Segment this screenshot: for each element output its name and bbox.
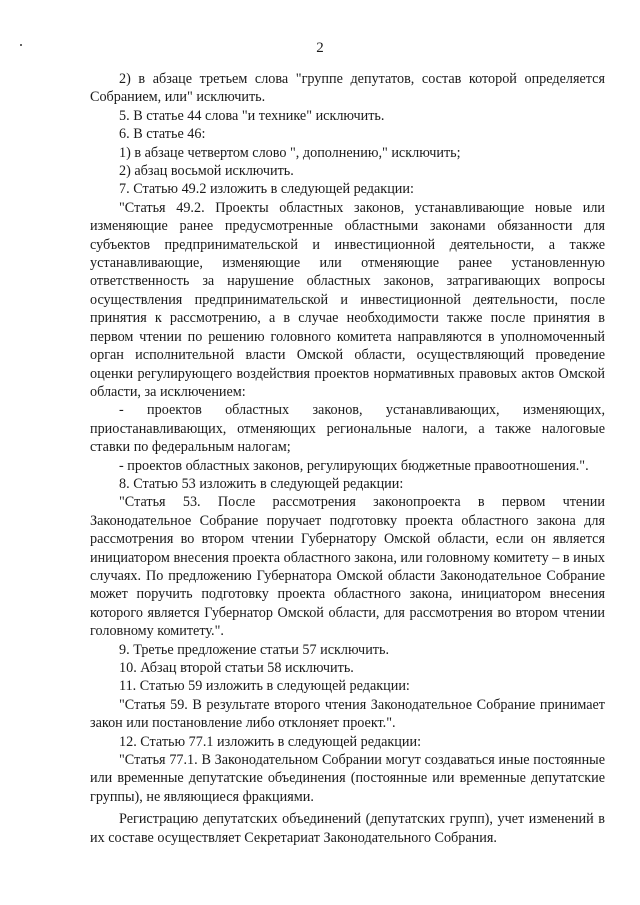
page-number: 2 xyxy=(316,40,324,56)
paragraph: "Статья 49.2. Проекты областных законов, устанавливающие новые или изменяющие ранее предусмотренные областными законами обязанности для субъектов предпринимательской и инвестиционной деятельности, а также устанавливающие, изменяющие или отменяющие ранее установленную ответственность за нарушение областных законов, затрагивающих вопросы осуществления предпринимательской и инвестиционной деятельности, после принятия к рассмотрению, а в случае необходимости также после принятия в первом чтении по решению головного комитета направляются в уполномоченный орган исполнительной власти Омской области, осуществляющий проведение оценки регулирующего воздействия проектов нормативных правовых актов Омской области, за исключением: xyxy=(90,199,605,400)
paragraph: 5. В статье 44 слова "и технике" исключить. xyxy=(119,107,385,124)
paragraph: 7. Статью 49.2 изложить в следующей редакции: xyxy=(119,181,414,198)
document-body xyxy=(90,70,605,847)
paragraph: 1) в абзаце четвертом слово ", дополнению," исключить; xyxy=(119,144,461,161)
paragraph: "Статья 53. После рассмотрения законопроекта в первом чтении Законодательное Собрание поручает подготовку проекта областного закона для рассмотрения во втором чтении Губернатору Омской области, если он является инициатором внесения проекта областного закона, или головному комитету – в иных случаях. По предложению Губернатора Омской области Законодательное Собрание может поручить подготовку проекта областного закона, инициатором внесения которого является Губернатор Омской области, для рассмотрения во втором чтении головному комитету.". xyxy=(90,494,605,640)
paragraph: "Статья 59. В результате второго чтения Законодательное Собрание принимает закон или постановление либо отклоняет проект.". xyxy=(90,696,605,732)
paragraph: 2) в абзаце третьем слова "группе депутатов, состав которой определяется Собранием, или" исключить. xyxy=(90,71,605,106)
paragraph: - проектов областных законов, регулирующих бюджетные правоотношения.". xyxy=(119,457,589,474)
paragraph: Регистрацию депутатских объединений (депутатских групп), учет изменений в их составе осуществляет Секретариат Законодательного Собрания. xyxy=(90,811,605,846)
paragraph: "Статья 77.1. В Законодательном Собрании могут создаваться иные постоянные или временные депутатские объединения (постоянные или временные депутатские группы), не являющиеся фракциями. xyxy=(90,752,605,805)
paragraph: 9. Третье предложение статьи 57 исключить. xyxy=(119,641,390,658)
paragraph: 10. Абзац второй статьи 58 исключить. xyxy=(119,660,354,676)
paragraph: 8. Статью 53 изложить в следующей редакции: xyxy=(119,475,404,492)
paragraph: 2) абзац восьмой исключить. xyxy=(119,163,294,180)
paragraph: 6. В статье 46: xyxy=(119,126,206,143)
paragraph: 11. Статью 59 изложить в следующей редакции: xyxy=(119,678,410,695)
paragraph: - проектов областных законов, устанавливающих, изменяющих, приостанавливающих, отменяющих региональные налоги, а также налоговые ставки по федеральным налогам; xyxy=(90,402,605,456)
paragraph: 12. Статью 77.1 изложить в следующей редакции: xyxy=(119,733,422,750)
